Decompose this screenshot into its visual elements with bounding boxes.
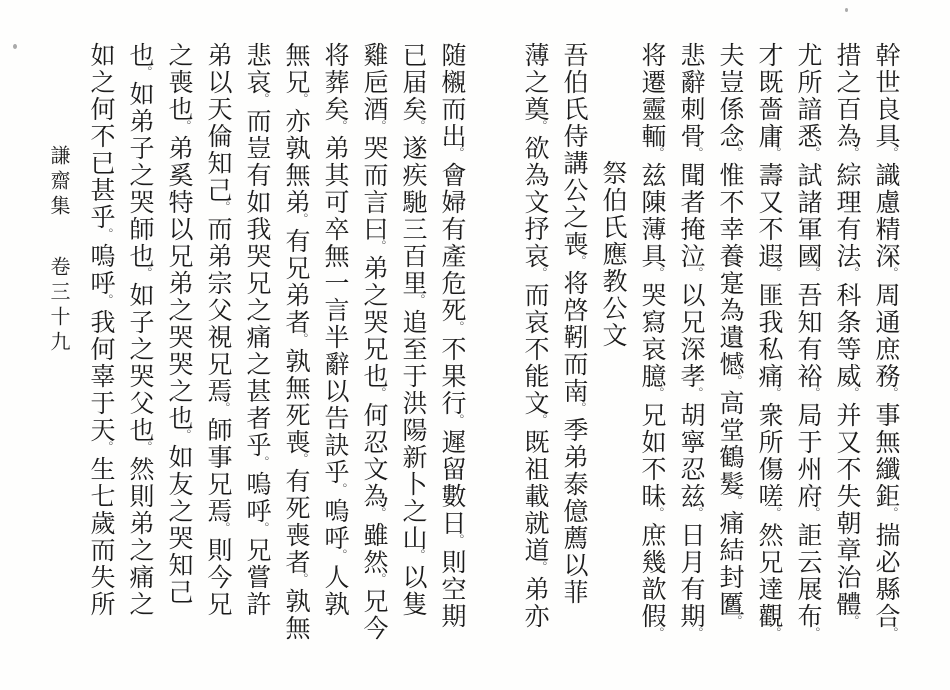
- section-title: 祭伯氏應教公文: [599, 160, 628, 349]
- phrase-mark: 。: [885, 627, 899, 639]
- phrase-mark: 。: [534, 120, 548, 132]
- phrase-mark: 。: [846, 267, 860, 279]
- phrase-mark: 。: [295, 333, 309, 345]
- phrase-mark: 。: [373, 240, 387, 252]
- phrase-mark: 。: [295, 93, 309, 105]
- phrase-mark: 。: [100, 294, 114, 306]
- phrase-mark: 。: [334, 549, 348, 561]
- phrase-mark: 。: [217, 402, 231, 414]
- phrase-mark: 。: [690, 387, 704, 399]
- text-column: 吾伯氏侍講公之喪。将啓靷而南。季弟泰億薦以菲: [560, 42, 589, 606]
- text-column: 随櫬而出。會婦有產危死。不果行。遲留數日。則空期: [438, 42, 467, 630]
- phrase-mark: 。: [534, 267, 548, 279]
- scan-speck: [13, 44, 17, 49]
- phrase-mark: 。: [651, 387, 665, 399]
- scan-speck: [845, 8, 848, 12]
- phrase-mark: 。: [651, 627, 665, 639]
- text-column: 幹世良具。識慮精深。周通庶務。事無纖鉅。揣必縣合。: [872, 42, 901, 639]
- phrase-mark: 。: [373, 387, 387, 399]
- phrase-mark: 。: [412, 120, 426, 132]
- phrase-mark: 。: [373, 507, 387, 519]
- phrase-mark: 。: [768, 627, 782, 639]
- phrase-mark: 。: [534, 414, 548, 426]
- phrase-mark: 。: [412, 294, 426, 306]
- phrase-mark: 。: [768, 507, 782, 519]
- phrase-mark: 。: [139, 441, 153, 453]
- phrase-mark: 。: [807, 387, 821, 399]
- text-column: 悲辭刺骨。聞者掩泣。以兄深孝。胡寧忍兹。日月有期。: [677, 42, 706, 639]
- phrase-mark: 。: [139, 267, 153, 279]
- phrase-mark: 。: [334, 120, 348, 132]
- phrase-mark: 。: [295, 213, 309, 225]
- phrase-mark: 。: [178, 120, 192, 132]
- text-column: 無兄。亦孰無弟。有兄弟者。孰無死喪。有死喪者。孰無: [282, 42, 311, 642]
- phrase-mark: 。: [412, 549, 426, 561]
- phrase-mark: 。: [885, 387, 899, 399]
- phrase-mark: 。: [651, 147, 665, 159]
- text-column: 如之何不已甚乎。嗚呼。我何辜于天。生七歲而失所: [87, 42, 116, 618]
- phrase-mark: 。: [690, 267, 704, 279]
- phrase-mark: 。: [729, 495, 743, 507]
- phrase-mark: 。: [295, 573, 309, 585]
- phrase-mark: 。: [139, 66, 153, 78]
- text-column: 薄之奠。欲為文抒哀。而哀不能文。既祖載就道。弟亦: [521, 42, 550, 630]
- phrase-mark: 。: [807, 507, 821, 519]
- text-column: 将遷靈輀。兹陳薄具。哭寫哀臆。兄如不昧。庶幾歆假。: [638, 42, 667, 639]
- phrase-mark: 。: [573, 402, 587, 414]
- phrase-mark: 。: [690, 627, 704, 639]
- phrase-mark: 。: [217, 201, 231, 213]
- text-column: 已届矣。遂疾馳三百里。追至于洪陽新卜之山。以隻: [399, 42, 428, 618]
- phrase-mark: 。: [100, 441, 114, 453]
- volume-label: 卷三十九: [47, 256, 71, 356]
- text-column: 弟以天倫知己。而弟宗父視兄焉。師事兄焉。則今兄: [204, 42, 233, 618]
- text-column: 措之百為。綜理有法。科条等威。并又不失朝章治體。: [833, 42, 862, 627]
- text-column: 雞巵酒。哭而言曰。弟之哭兄也。何忍文為。雖然。兄今: [360, 42, 389, 642]
- phrase-mark: 。: [651, 507, 665, 519]
- text-column: 才既嗇庸。壽又不遐。匪我私痛。衆所傷嗟。然兄達觀。: [755, 42, 784, 639]
- phrase-mark: 。: [768, 147, 782, 159]
- text-column: 将葬矣。弟其可卒無一言半辭以告訣乎。嗚呼。人孰: [321, 42, 350, 618]
- phrase-mark: 。: [256, 93, 270, 105]
- text-column: 之喪也。弟奚特以兄弟之哭哭之也。如友之哭知己: [165, 42, 194, 606]
- phrase-mark: 。: [451, 147, 465, 159]
- book-title: 謙齋集: [47, 145, 71, 220]
- text-area: [45, 42, 900, 690]
- phrase-mark: 。: [690, 507, 704, 519]
- phrase-mark: 。: [451, 321, 465, 333]
- phrase-mark: 。: [573, 255, 587, 267]
- phrase-mark: 。: [729, 147, 743, 159]
- text-column: 尤所諳悉。試諸軍國。吾知有裕。局于州府。詎云展布。: [794, 42, 823, 639]
- phrase-mark: 。: [295, 453, 309, 465]
- phrase-mark: 。: [451, 534, 465, 546]
- phrase-mark: 。: [768, 387, 782, 399]
- text-column: 也。如弟子之哭師也。如子之哭父也。然則弟之痛之: [126, 42, 155, 618]
- spine-title-column: [45, 145, 72, 356]
- phrase-mark: 。: [256, 522, 270, 534]
- phrase-mark: 。: [217, 522, 231, 534]
- phrase-mark: 。: [651, 267, 665, 279]
- phrase-mark: 。: [334, 483, 348, 495]
- phrase-mark: 。: [729, 375, 743, 387]
- phrase-mark: 。: [534, 561, 548, 573]
- phrase-mark: 。: [690, 147, 704, 159]
- phrase-mark: 。: [100, 228, 114, 240]
- phrase-mark: 。: [846, 387, 860, 399]
- text-column: 悲哀。而豈有如我哭兄之痛之甚者乎。嗚呼。兄嘗許: [243, 42, 272, 618]
- text-column: 夫豈係念。惟不幸養寔為遺憾。高堂鶴髮。痛結封匶。: [716, 42, 745, 627]
- phrase-mark: 。: [846, 615, 860, 627]
- phrase-mark: 。: [729, 615, 743, 627]
- phrase-mark: 。: [807, 627, 821, 639]
- phrase-mark: 。: [885, 267, 899, 279]
- phrase-mark: 。: [807, 147, 821, 159]
- phrase-mark: 。: [768, 267, 782, 279]
- phrase-mark: 。: [256, 456, 270, 468]
- phrase-mark: 。: [373, 120, 387, 132]
- phrase-mark: 。: [885, 507, 899, 519]
- phrase-mark: 。: [451, 414, 465, 426]
- phrase-mark: 。: [807, 267, 821, 279]
- phrase-mark: 。: [846, 147, 860, 159]
- phrase-mark: 。: [885, 147, 899, 159]
- phrase-mark: 。: [373, 573, 387, 585]
- phrase-mark: 。: [178, 429, 192, 441]
